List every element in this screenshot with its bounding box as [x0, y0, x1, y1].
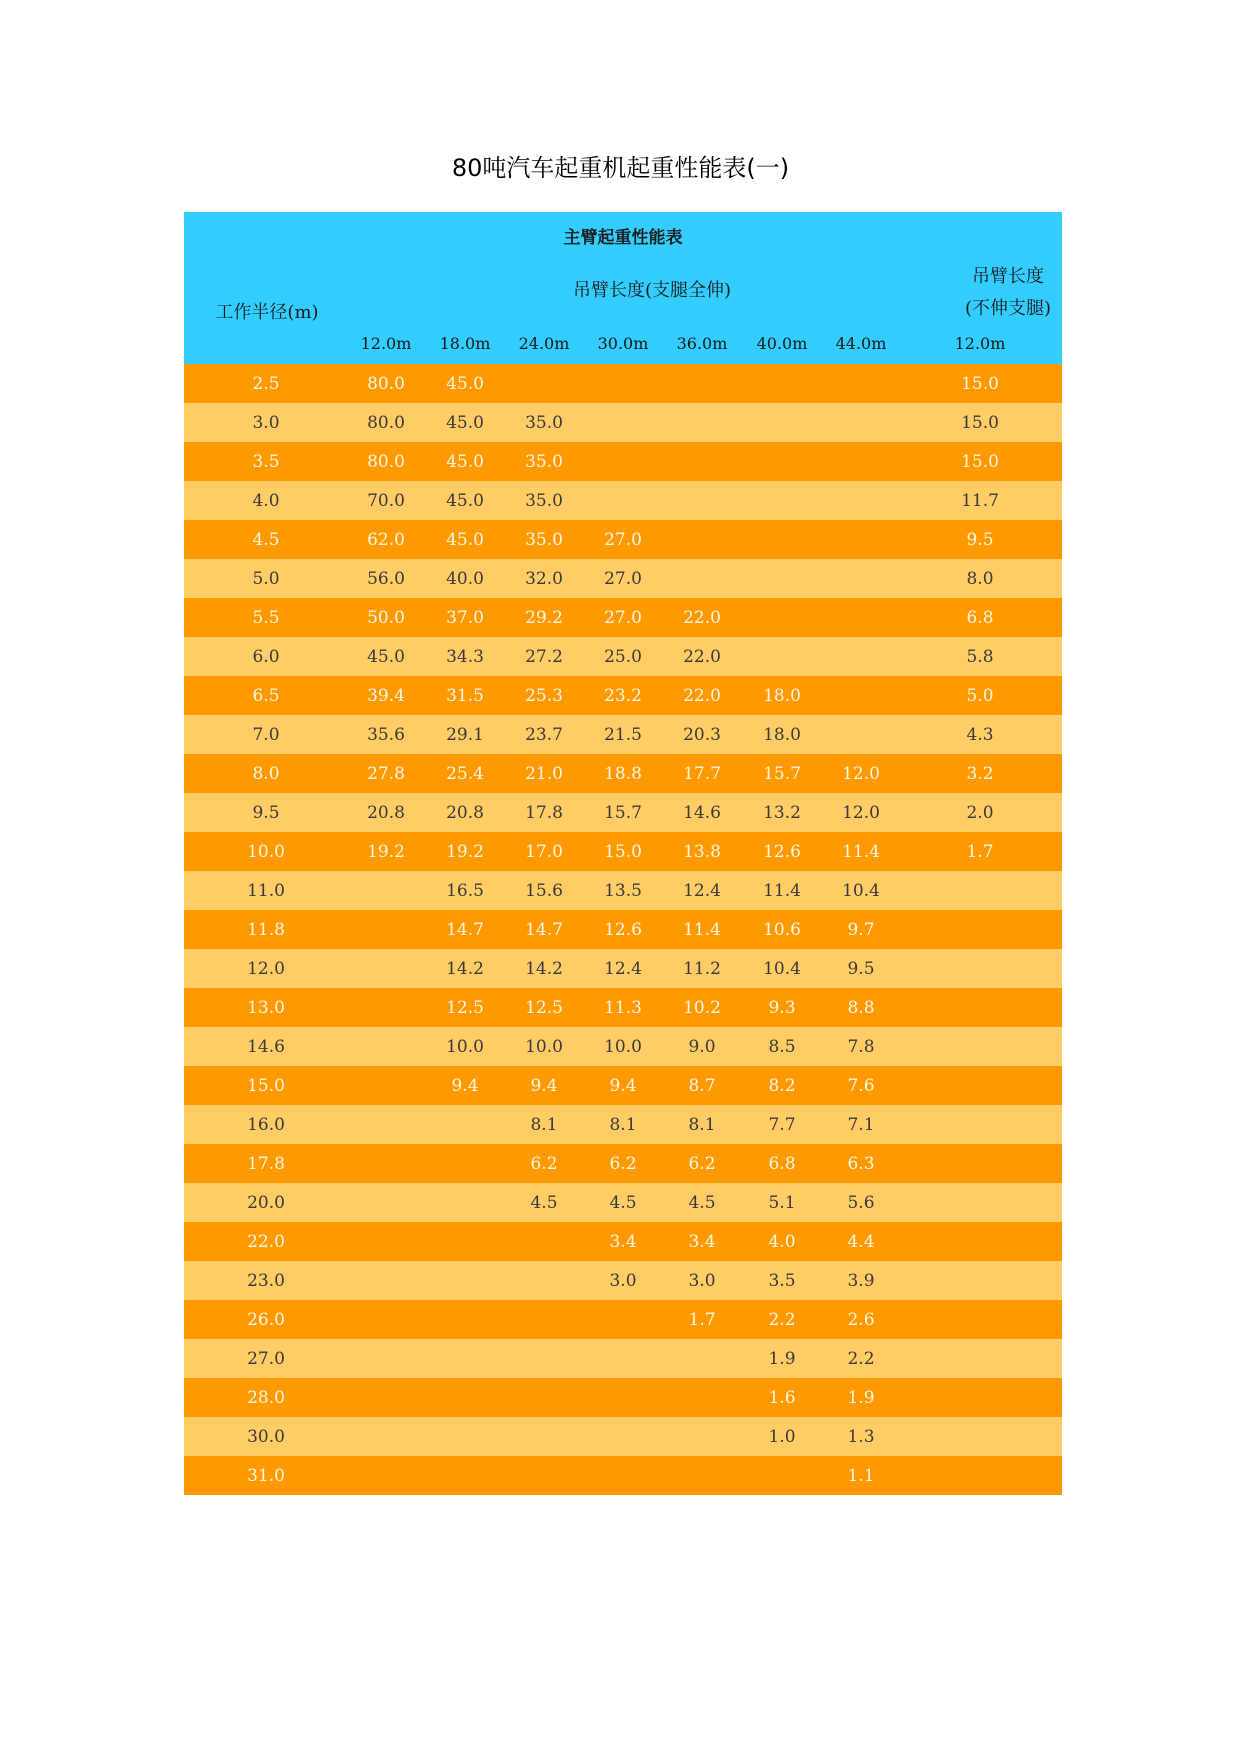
capacity-cell: 45.0: [446, 374, 484, 394]
capacity-cell: 9.4: [530, 1076, 558, 1096]
radius-cell: 26.0: [247, 1310, 285, 1330]
capacity-cell: 9.4: [609, 1076, 637, 1096]
table-row: [184, 364, 1062, 403]
table-row: [184, 1378, 1062, 1417]
capacity-cell: 10.2: [683, 998, 721, 1018]
capacity-cell: 12.6: [604, 920, 642, 940]
capacity-cell: 13.5: [604, 881, 642, 901]
capacity-cell: 15.0: [961, 452, 999, 472]
capacity-cell: 22.0: [683, 608, 721, 628]
capacity-cell: 45.0: [446, 530, 484, 550]
capacity-cell: 40.0: [446, 569, 484, 589]
radius-cell: 9.5: [252, 803, 280, 823]
capacity-cell: 32.0: [525, 569, 563, 589]
radius-cell: 11.8: [247, 920, 285, 940]
capacity-cell: 1.3: [847, 1427, 875, 1447]
capacity-cell: 7.7: [768, 1115, 796, 1135]
document-title: 80吨汽车起重机起重性能表(一): [451, 154, 790, 182]
capacity-cell: 27.0: [604, 608, 642, 628]
boom-length-label: 12.0m: [360, 334, 412, 353]
capacity-cell: 17.8: [525, 803, 563, 823]
capacity-cell: 9.5: [847, 959, 875, 979]
radius-cell: 8.0: [252, 764, 280, 784]
capacity-cell: 9.7: [847, 920, 875, 940]
table-row: [184, 949, 1062, 988]
radius-cell: 22.0: [247, 1232, 285, 1252]
capacity-cell: 25.4: [446, 764, 484, 784]
capacity-cell: 19.2: [446, 842, 484, 862]
capacity-cell: 1.6: [768, 1388, 796, 1408]
table-row: [184, 637, 1062, 676]
capacity-cell: 3.5: [768, 1271, 796, 1291]
radius-cell: 11.0: [247, 881, 285, 901]
capacity-cell: 20.8: [367, 803, 405, 823]
capacity-cell: 11.4: [683, 920, 721, 940]
table-row: [184, 1183, 1062, 1222]
full-outrigger-header: 吊臂长度(支腿全伸): [572, 280, 732, 301]
radius-header: 工作半径(m): [215, 302, 319, 323]
capacity-cell: 15.0: [961, 413, 999, 433]
table-row: [184, 1261, 1062, 1300]
table-row: [184, 1066, 1062, 1105]
capacity-cell: 5.6: [847, 1193, 875, 1213]
radius-cell: 14.6: [247, 1037, 285, 1057]
table-row: [184, 754, 1062, 793]
capacity-cell: 1.9: [847, 1388, 875, 1408]
capacity-cell: 3.4: [609, 1232, 637, 1252]
capacity-cell: 14.6: [683, 803, 721, 823]
capacity-cell: 20.3: [683, 725, 721, 745]
capacity-cell: 25.3: [525, 686, 563, 706]
capacity-cell: 2.6: [847, 1310, 875, 1330]
capacity-cell: 15.6: [525, 881, 563, 901]
capacity-cell: 7.1: [847, 1115, 875, 1135]
capacity-cell: 4.5: [688, 1193, 716, 1213]
boom-length-labels: [184, 334, 1062, 358]
capacity-cell: 6.8: [768, 1154, 796, 1174]
table-row: [184, 793, 1062, 832]
capacity-cell: 10.4: [842, 881, 880, 901]
capacity-cell: 29.2: [525, 608, 563, 628]
capacity-cell: 6.2: [530, 1154, 558, 1174]
capacity-cell: 2.2: [847, 1349, 875, 1369]
radius-cell: 4.5: [252, 530, 280, 550]
capacity-cell: 12.0: [842, 803, 880, 823]
capacity-cell: 3.0: [609, 1271, 637, 1291]
capacity-cell: 35.6: [367, 725, 405, 745]
capacity-cell: 7.8: [847, 1037, 875, 1057]
capacity-cell: 3.2: [966, 764, 994, 784]
capacity-cell: 8.0: [966, 569, 994, 589]
boom-length-label: 24.0m: [518, 334, 570, 353]
capacity-cell: 25.0: [604, 647, 642, 667]
capacity-cell: 12.5: [446, 998, 484, 1018]
capacity-cell: 8.5: [768, 1037, 796, 1057]
capacity-cell: 45.0: [446, 413, 484, 433]
capacity-cell: 2.0: [966, 803, 994, 823]
capacity-cell: 13.2: [763, 803, 801, 823]
boom-length-label: 18.0m: [439, 334, 491, 353]
capacity-cell: 29.1: [446, 725, 484, 745]
capacity-cell: 34.3: [446, 647, 484, 667]
capacity-cell: 23.2: [604, 686, 642, 706]
capacity-cell: 27.2: [525, 647, 563, 667]
table-header: [184, 212, 1062, 364]
table-row: [184, 1027, 1062, 1066]
table-row: [184, 1222, 1062, 1261]
capacity-cell: 18.0: [763, 686, 801, 706]
table-row: [184, 832, 1062, 871]
capacity-cell: 62.0: [367, 530, 405, 550]
capacity-cell: 21.0: [525, 764, 563, 784]
capacity-cell: 11.4: [763, 881, 801, 901]
capacity-cell: 37.0: [446, 608, 484, 628]
capacity-cell: 8.1: [609, 1115, 637, 1135]
radius-cell: 27.0: [247, 1349, 285, 1369]
capacity-cell: 12.0: [842, 764, 880, 784]
capacity-cell: 6.2: [688, 1154, 716, 1174]
capacity-cell: 22.0: [683, 647, 721, 667]
capacity-cell: 10.0: [446, 1037, 484, 1057]
capacity-cell: 3.4: [688, 1232, 716, 1252]
capacity-cell: 10.0: [604, 1037, 642, 1057]
capacity-cell: 11.3: [604, 998, 642, 1018]
capacity-cell: 6.3: [847, 1154, 875, 1174]
table-row: [184, 1105, 1062, 1144]
radius-cell: 20.0: [247, 1193, 285, 1213]
capacity-cell: 10.6: [763, 920, 801, 940]
capacity-cell: 12.4: [683, 881, 721, 901]
capacity-cell: 9.3: [768, 998, 796, 1018]
capacity-cell: 8.2: [768, 1076, 796, 1096]
capacity-cell: 11.7: [961, 491, 999, 511]
radius-cell: 13.0: [247, 998, 285, 1018]
capacity-cell: 56.0: [367, 569, 405, 589]
capacity-cell: 1.0: [768, 1427, 796, 1447]
capacity-cell: 9.5: [966, 530, 994, 550]
table-row: [184, 715, 1062, 754]
capacity-cell: 4.3: [966, 725, 994, 745]
capacity-cell: 15.7: [763, 764, 801, 784]
capacity-cell: 6.2: [609, 1154, 637, 1174]
table-row: [184, 910, 1062, 949]
capacity-cell: 50.0: [367, 608, 405, 628]
boom-length-label: 30.0m: [597, 334, 649, 353]
capacity-cell: 2.2: [768, 1310, 796, 1330]
capacity-cell: 3.0: [688, 1271, 716, 1291]
capacity-cell: 15.7: [604, 803, 642, 823]
table-row: [184, 1417, 1062, 1456]
table-row: [184, 520, 1062, 559]
capacity-cell: 35.0: [525, 413, 563, 433]
capacity-cell: 7.6: [847, 1076, 875, 1096]
capacity-cell: 27.8: [367, 764, 405, 784]
radius-cell: 28.0: [247, 1388, 285, 1408]
capacity-cell: 16.5: [446, 881, 484, 901]
table-row: [184, 598, 1062, 637]
capacity-cell: 22.0: [683, 686, 721, 706]
radius-cell: 12.0: [247, 959, 285, 979]
radius-cell: 5.0: [252, 569, 280, 589]
capacity-cell: 35.0: [525, 530, 563, 550]
capacity-cell: 17.0: [525, 842, 563, 862]
radius-cell: 6.0: [252, 647, 280, 667]
capacity-cell: 80.0: [367, 452, 405, 472]
capacity-cell: 8.1: [688, 1115, 716, 1135]
capacity-cell: 27.0: [604, 530, 642, 550]
boom-length-label: 36.0m: [676, 334, 728, 353]
capacity-cell: 15.0: [961, 374, 999, 394]
capacity-cell: 11.4: [842, 842, 880, 862]
capacity-cell: 19.2: [367, 842, 405, 862]
capacity-cell: 17.7: [683, 764, 721, 784]
radius-cell: 15.0: [247, 1076, 285, 1096]
table-row: [184, 481, 1062, 520]
capacity-cell: 8.1: [530, 1115, 558, 1135]
table-row: [184, 1456, 1062, 1495]
capacity-cell: 4.0: [768, 1232, 796, 1252]
boom-length-label: 44.0m: [835, 334, 887, 353]
capacity-cell: 9.0: [688, 1037, 716, 1057]
table-row: [184, 1144, 1062, 1183]
capacity-cell: 45.0: [446, 452, 484, 472]
capacity-cell: 14.7: [446, 920, 484, 940]
radius-cell: 10.0: [247, 842, 285, 862]
capacity-cell: 27.0: [604, 569, 642, 589]
capacity-cell: 1.9: [768, 1349, 796, 1369]
capacity-cell: 13.8: [683, 842, 721, 862]
capacity-cell: 4.5: [609, 1193, 637, 1213]
capacity-cell: 45.0: [367, 647, 405, 667]
capacity-cell: 15.0: [604, 842, 642, 862]
capacity-cell: 11.2: [683, 959, 721, 979]
capacity-cell: 10.4: [763, 959, 801, 979]
capacity-cell: 18.0: [763, 725, 801, 745]
capacity-cell: 14.2: [525, 959, 563, 979]
capacity-cell: 14.2: [446, 959, 484, 979]
capacity-cell: 10.0: [525, 1037, 563, 1057]
capacity-cell: 3.9: [847, 1271, 875, 1291]
no-outrigger-header-line1: 吊臂长度: [972, 266, 1044, 287]
table-row: [184, 403, 1062, 442]
capacity-cell: 1.7: [688, 1310, 716, 1330]
radius-cell: 23.0: [247, 1271, 285, 1291]
capacity-cell: 80.0: [367, 413, 405, 433]
capacity-cell: 14.7: [525, 920, 563, 940]
capacity-cell: 5.0: [966, 686, 994, 706]
capacity-cell: 6.8: [966, 608, 994, 628]
radius-cell: 30.0: [247, 1427, 285, 1447]
radius-cell: 2.5: [252, 374, 280, 394]
radius-cell: 3.5: [252, 452, 280, 472]
table-body: [184, 364, 1062, 1495]
capacity-cell: 39.4: [367, 686, 405, 706]
capacity-cell: 80.0: [367, 374, 405, 394]
capacity-cell: 1.7: [966, 842, 994, 862]
capacity-cell: 31.5: [446, 686, 484, 706]
capacity-cell: 18.8: [604, 764, 642, 784]
table-row: [184, 1339, 1062, 1378]
capacity-cell: 12.4: [604, 959, 642, 979]
radius-cell: 4.0: [252, 491, 280, 511]
capacity-cell: 20.8: [446, 803, 484, 823]
radius-cell: 31.0: [247, 1466, 285, 1486]
capacity-cell: 8.8: [847, 998, 875, 1018]
capacity-cell: 5.1: [768, 1193, 796, 1213]
boom-length-label: 12.0m: [954, 334, 1006, 353]
radius-cell: 6.5: [252, 686, 280, 706]
table-row: [184, 871, 1062, 910]
capacity-cell: 5.8: [966, 647, 994, 667]
table-row: [184, 988, 1062, 1027]
capacity-cell: 70.0: [367, 491, 405, 511]
radius-cell: 17.8: [247, 1154, 285, 1174]
main-header: 主臂起重性能表: [563, 228, 683, 248]
capacity-cell: 45.0: [446, 491, 484, 511]
radius-cell: 5.5: [252, 608, 280, 628]
radius-cell: 3.0: [252, 413, 280, 433]
table-row: [184, 1300, 1062, 1339]
table-row: [184, 442, 1062, 481]
table-row: [184, 559, 1062, 598]
capacity-table: [184, 212, 1062, 1495]
capacity-cell: 35.0: [525, 491, 563, 511]
capacity-cell: 1.1: [847, 1466, 875, 1486]
radius-cell: 7.0: [252, 725, 280, 745]
capacity-cell: 21.5: [604, 725, 642, 745]
radius-cell: 16.0: [247, 1115, 285, 1135]
capacity-cell: 4.5: [530, 1193, 558, 1213]
capacity-cell: 12.5: [525, 998, 563, 1018]
capacity-cell: 12.6: [763, 842, 801, 862]
capacity-cell: 9.4: [451, 1076, 479, 1096]
table-row: [184, 676, 1062, 715]
capacity-cell: 4.4: [847, 1232, 875, 1252]
boom-length-label: 40.0m: [756, 334, 808, 353]
no-outrigger-header-line2: (不伸支腿): [964, 298, 1052, 319]
capacity-cell: 23.7: [525, 725, 563, 745]
capacity-cell: 8.7: [688, 1076, 716, 1096]
capacity-cell: 35.0: [525, 452, 563, 472]
